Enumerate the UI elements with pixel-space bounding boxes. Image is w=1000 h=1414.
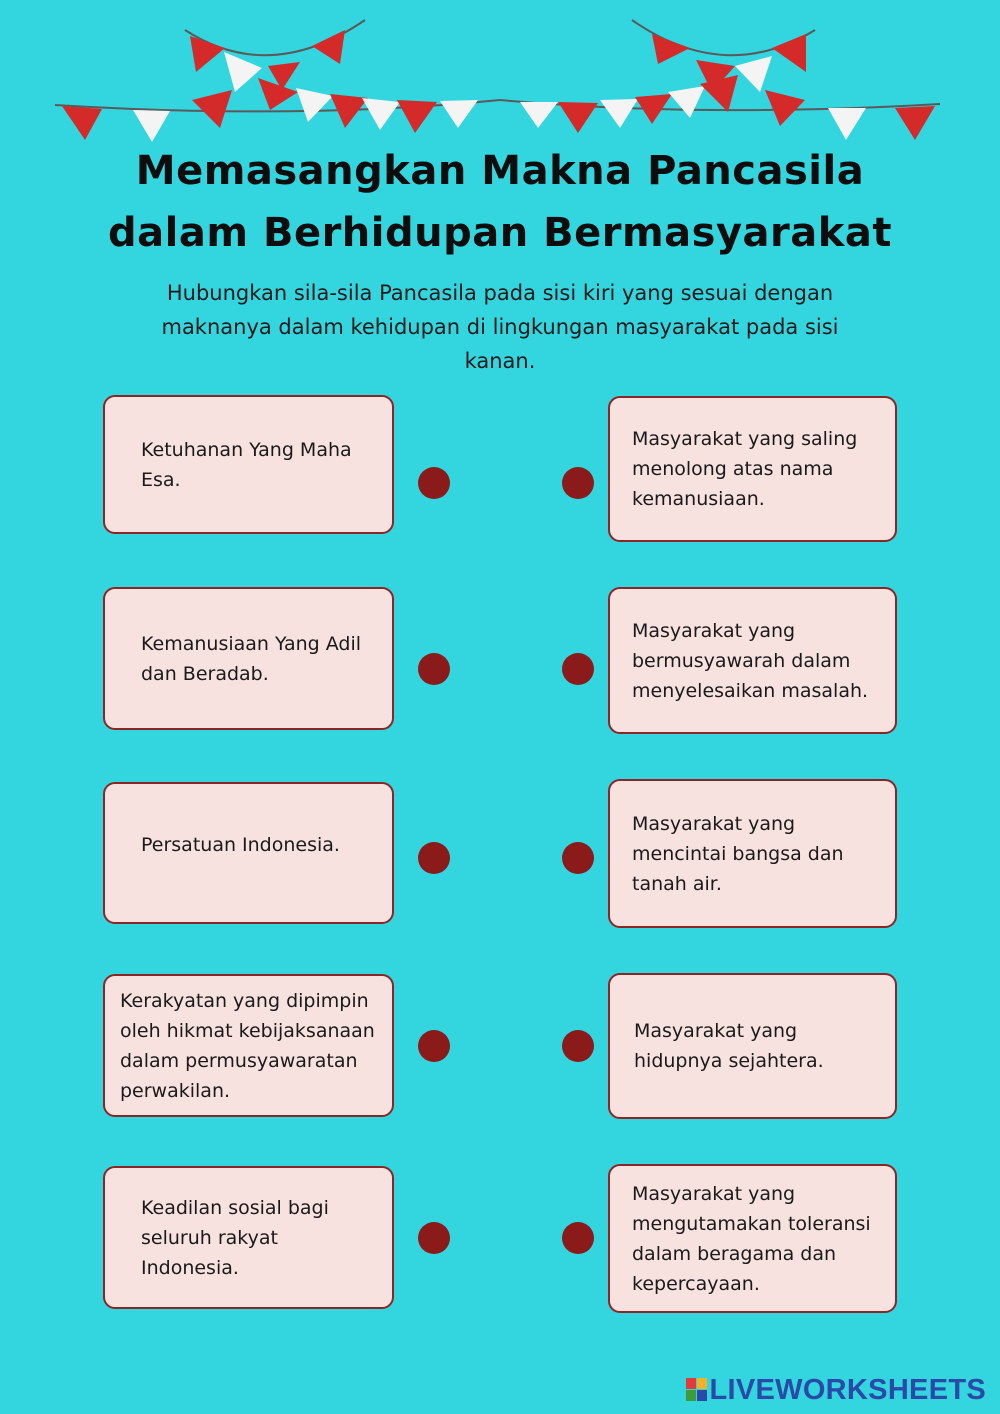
right-card-3[interactable] (608, 779, 897, 928)
flag-icon (520, 102, 558, 128)
left-card-1[interactable] (103, 395, 394, 534)
left-connector-dot-4[interactable] (418, 1030, 450, 1062)
right-card-label: Masyarakat yang saling menolong atas nama kemanusiaan. (632, 428, 858, 510)
flag-icon (735, 56, 772, 92)
bunting-decoration (0, 0, 1000, 150)
flag-icon (133, 110, 170, 142)
flag-icon (772, 34, 806, 72)
flag-icon (296, 88, 333, 122)
right-card-4[interactable] (608, 973, 897, 1119)
right-connector-dot-5[interactable] (562, 1222, 594, 1254)
flag-icon (397, 100, 437, 133)
flag-icon (895, 106, 935, 140)
flag-icon (224, 52, 262, 92)
right-card-label: Masyarakat yang mengutamakan toleransi dalam beragama dan kepercayaan. (632, 1182, 871, 1295)
right-card-2[interactable] (608, 587, 897, 734)
left-connector-dot-2[interactable] (418, 653, 450, 685)
logo-text: LIVEWORKSHEETS (709, 1373, 986, 1406)
flag-icon (312, 30, 345, 64)
left-card-label: Persatuan Indonesia. (141, 834, 340, 856)
right-card-label: Masyarakat yang bermusyawarah dalam menyelesaikan masalah. (632, 619, 869, 702)
flag-icon (62, 106, 102, 140)
left-card-2[interactable] (103, 587, 394, 730)
right-card-label: Masyarakat yang mencintai bangsa dan tanah air. (632, 812, 844, 895)
flag-icon (652, 34, 690, 64)
flag-icon (828, 108, 866, 140)
left-card-label: Kerakyatan yang dipimpin oleh hikmat kebijaksanaan dalam permusyawaratan perwakilan. (120, 989, 375, 1102)
flag-icon (558, 102, 598, 133)
left-card-label: Ketuhanan Yang Maha Esa. (141, 438, 352, 491)
flag-icon (668, 86, 705, 118)
right-connector-dot-4[interactable] (562, 1030, 594, 1062)
right-card-label: Masyarakat yang hidupnya sejahtera. (634, 1020, 824, 1072)
left-card-3[interactable] (103, 782, 394, 924)
flag-icon (600, 99, 638, 128)
left-connector-dot-1[interactable] (418, 467, 450, 499)
liveworksheets-logo (686, 1372, 987, 1408)
flag-icon (362, 98, 400, 130)
left-connector-dot-5[interactable] (418, 1222, 450, 1254)
right-connector-dot-1[interactable] (562, 467, 594, 499)
page-title (0, 140, 1000, 264)
left-card-5[interactable] (103, 1166, 394, 1309)
liveworksheets-logo-icon (686, 1378, 708, 1402)
left-card-label: Keadilan sosial bagi seluruh rakyat Indonesia. (141, 1196, 329, 1279)
flag-icon (192, 90, 232, 128)
title-line-1: Memasangkan Makna Pancasila (135, 148, 865, 194)
right-connector-dot-3[interactable] (562, 842, 594, 874)
flag-icon (765, 90, 805, 126)
title-line-2: dalam Berhidupan Bermasyarakat (108, 210, 892, 256)
flag-icon (440, 100, 478, 128)
left-card-4[interactable] (103, 974, 394, 1117)
left-card-label: Kemanusiaan Yang Adil dan Beradab. (141, 632, 362, 685)
right-connector-dot-2[interactable] (562, 653, 594, 685)
right-card-5[interactable] (608, 1164, 897, 1313)
instructions-text: Hubungkan sila-sila Pancasila pada sisi kiri yang sesuai dengan maknanya dalam kehidupan di lingkungan masyarakat pada sisi kanan. (161, 281, 839, 373)
left-connector-dot-3[interactable] (418, 842, 450, 874)
right-card-1[interactable] (608, 396, 897, 542)
